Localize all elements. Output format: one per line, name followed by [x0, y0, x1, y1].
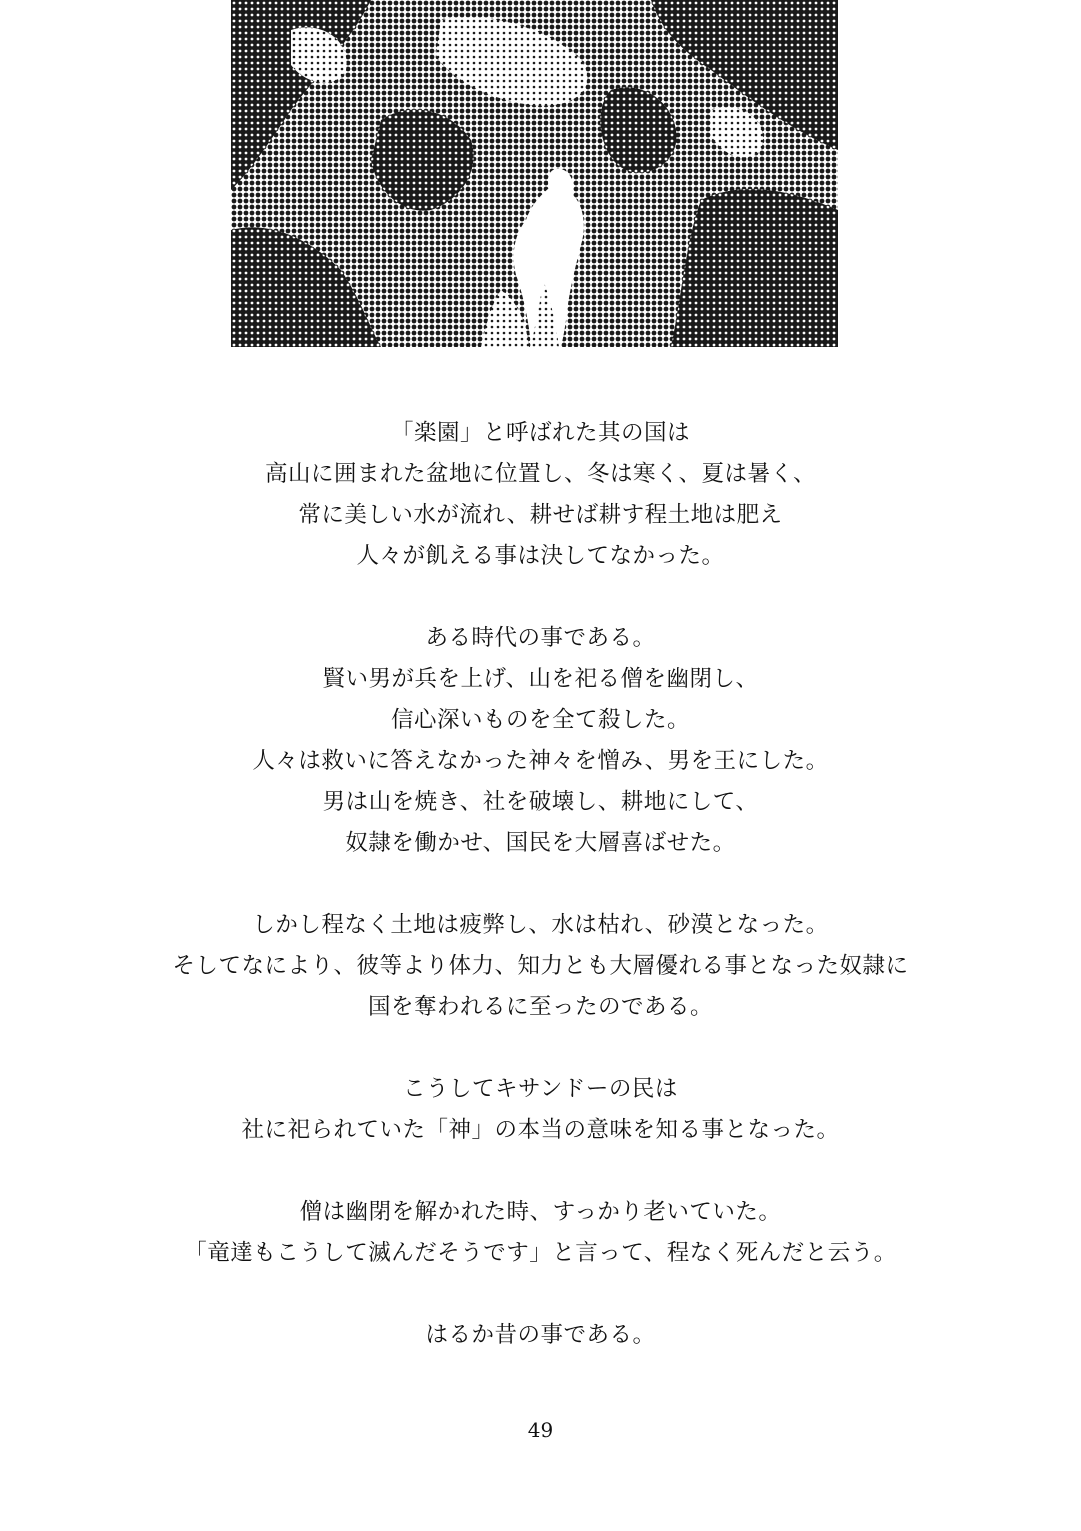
text-line: 信心深いものを全て殺した。	[390, 707, 690, 733]
text-line: 奴隷を働かせ、国民を大層喜ばせた。	[345, 830, 736, 856]
stanza-gap	[60, 1274, 1021, 1315]
text-line: 「楽園」と呼ばれた其の国は	[390, 420, 690, 446]
text-line: 人々が飢える事は決してなかった。	[356, 543, 725, 569]
text-line: 国を奪われるに至ったのである。	[367, 994, 713, 1020]
body-text	[60, 413, 1021, 1356]
text-line: はるか昔の事である。	[425, 1322, 656, 1348]
stanza-gap	[60, 1151, 1021, 1192]
stanza	[60, 1069, 1021, 1151]
text-line: 僧は幽閉を解かれた時、すっかり老いていた。	[299, 1199, 782, 1225]
text-line: 常に美しい水が流れ、耕せば耕す程土地は肥え	[298, 502, 783, 528]
text-line: 賢い男が兵を上げ、山を祀る僧を幽閉し、	[322, 666, 759, 692]
stanza	[60, 618, 1021, 864]
text-line: 高山に囲まれた盆地に位置し、冬は寒く、夏は暑く、	[264, 461, 817, 487]
stanza-gap	[60, 1028, 1021, 1069]
text-line: 社に祀られていた「神」の本当の意味を知る事となった。	[241, 1117, 840, 1143]
page-number: 49	[527, 1418, 554, 1442]
text-line: 男は山を焼き、社を破壊し、耕地にして、	[322, 789, 759, 815]
stanza	[60, 1192, 1021, 1274]
halftone-illustration	[231, 0, 838, 347]
stanza	[60, 905, 1021, 1028]
text-line: 「竜達もこうして滅んだそうです」と言って、程なく死んだと云う。	[184, 1240, 897, 1266]
text-line: しかし程なく土地は疲弊し、水は枯れ、砂漠となった。	[252, 912, 829, 938]
text-line: そしてなにより、彼等より体力、知力とも大層優れる事となった奴隷に	[172, 953, 909, 979]
text-line: 人々は救いに答えなかった神々を憎み、男を王にした。	[252, 748, 829, 774]
text-line: ある時代の事である。	[425, 625, 656, 651]
stanza-gap	[60, 864, 1021, 905]
text-line: こうしてキサンドーの民は	[403, 1076, 678, 1102]
stanza	[60, 1315, 1021, 1356]
stanza-gap	[60, 577, 1021, 618]
stanza	[60, 413, 1021, 577]
